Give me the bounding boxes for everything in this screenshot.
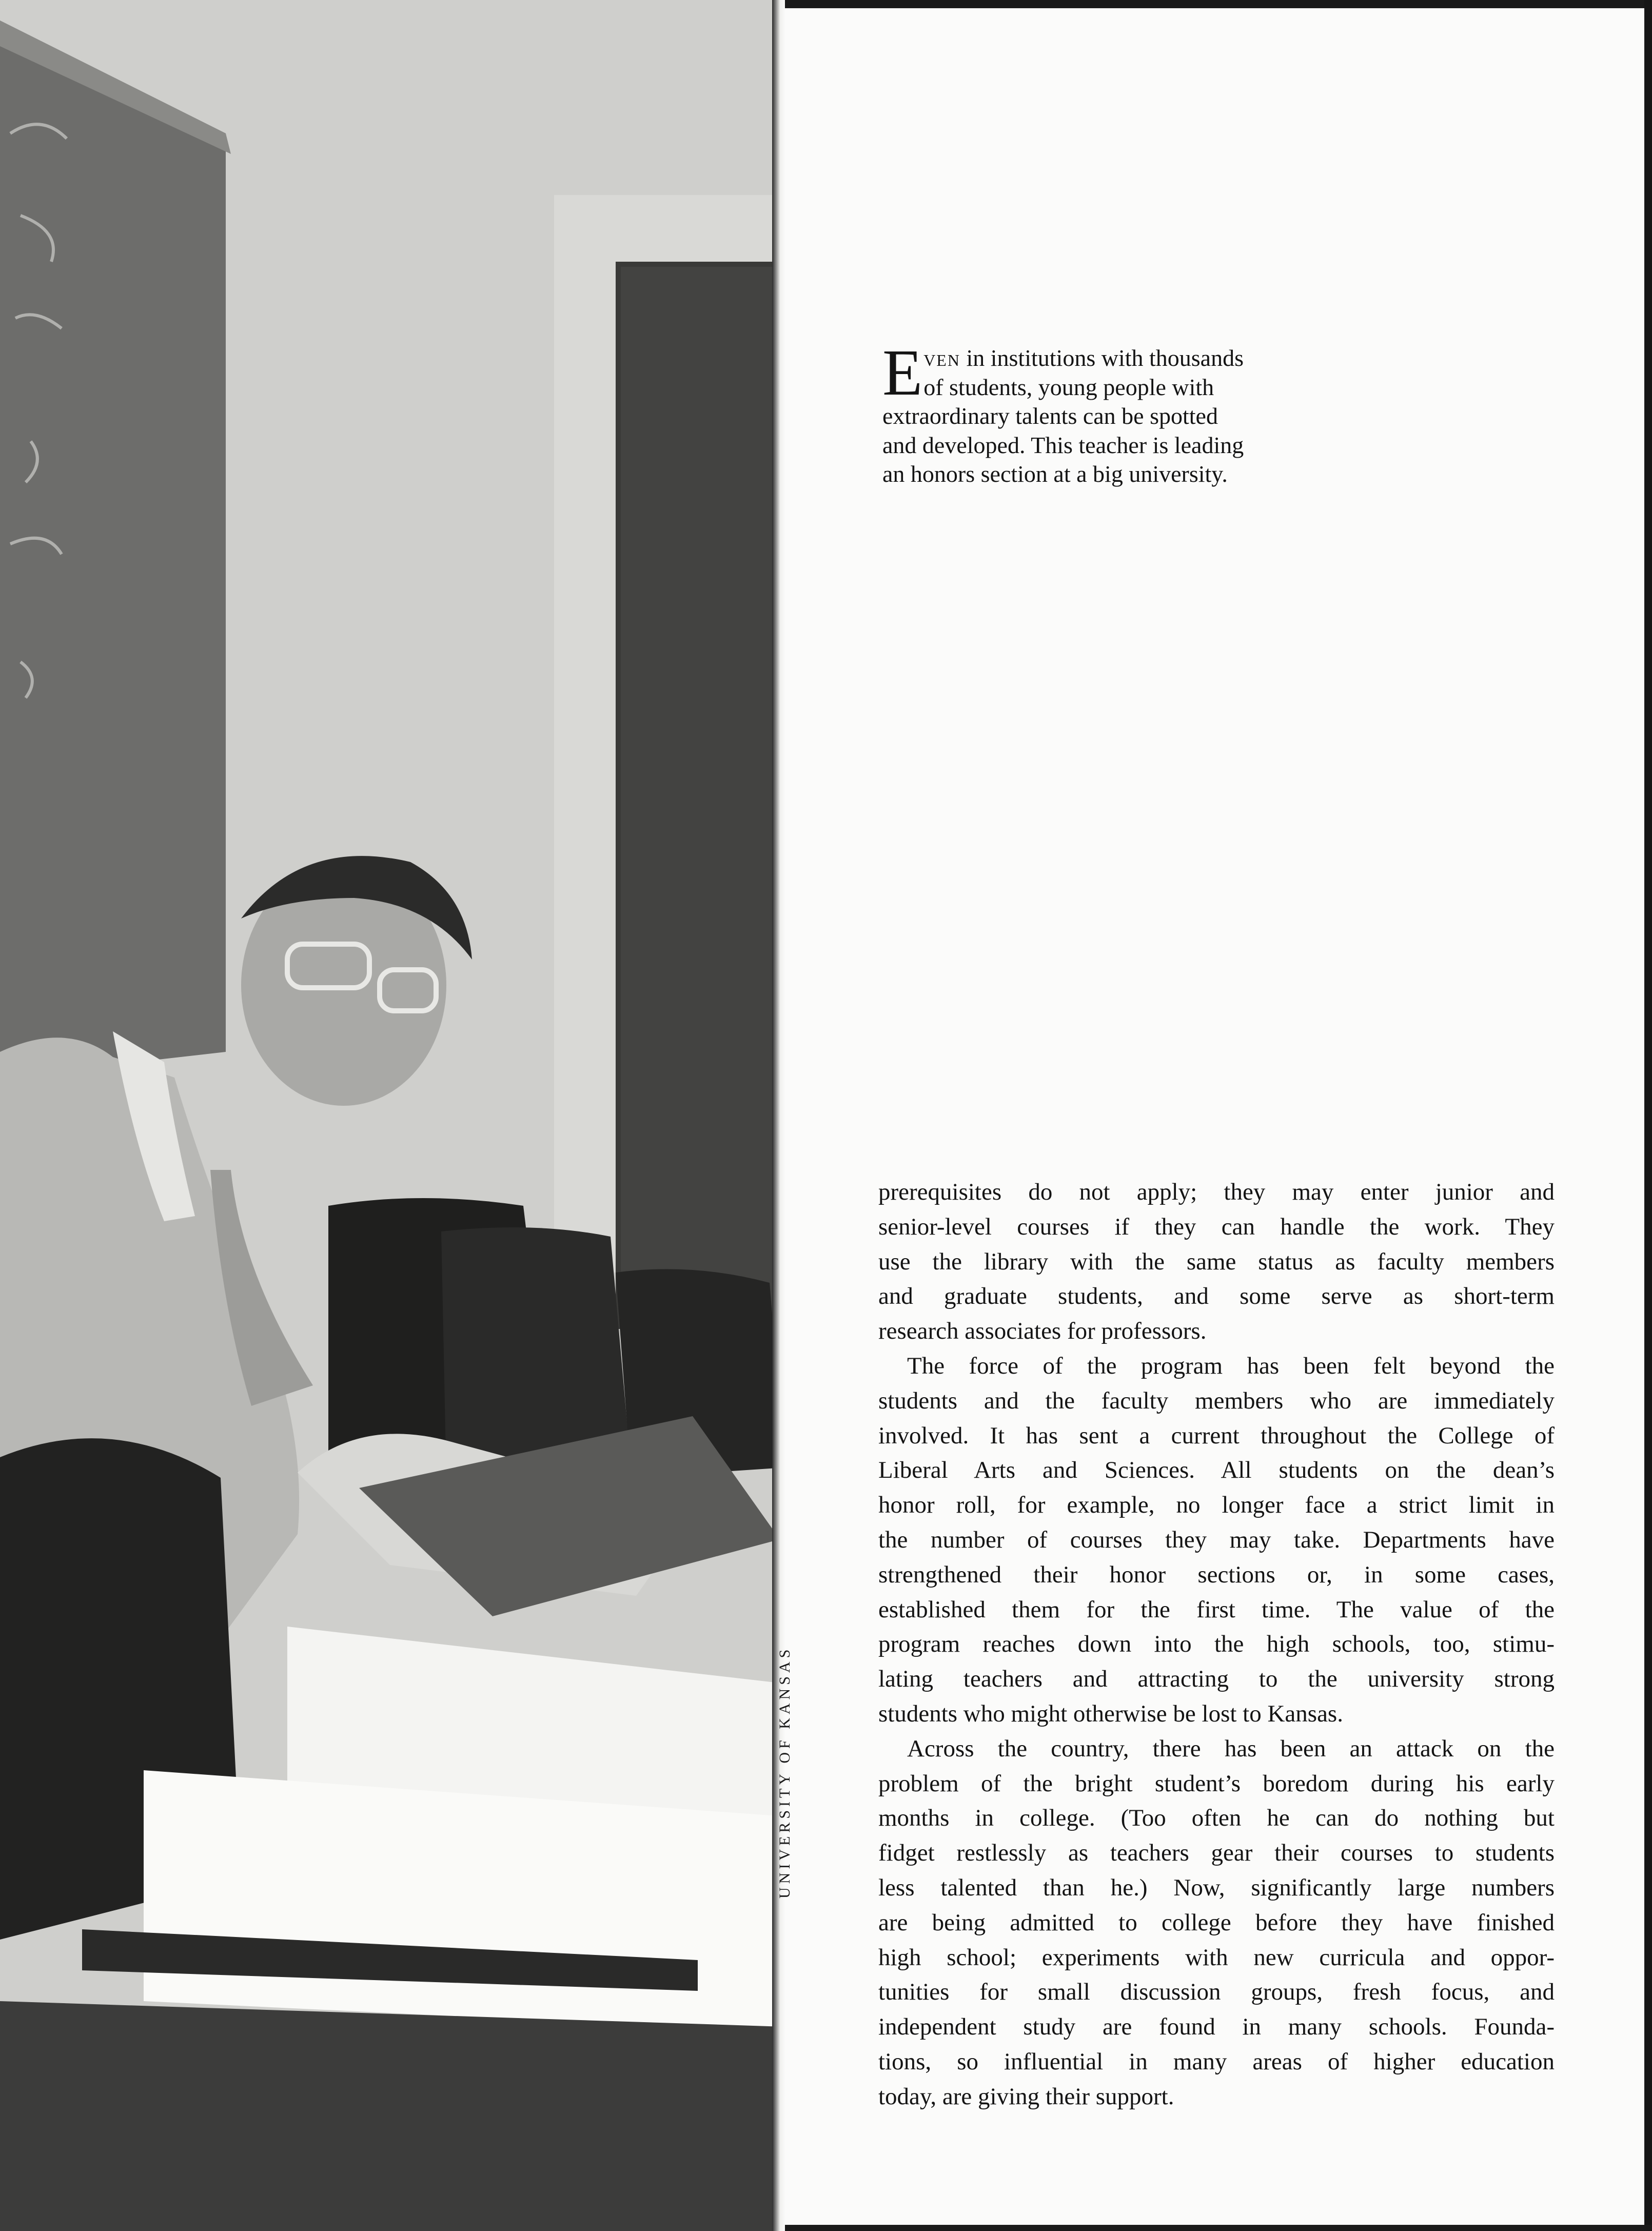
body-line: honor roll, for example, no longer face a strict limit in [878, 1492, 1555, 1519]
right-border [1644, 0, 1652, 2231]
body-line: high school; experiments with new curricula and oppor- [878, 1944, 1555, 1971]
body-line: The force of the program has been felt beyond the [907, 1352, 1555, 1379]
paragraph-1 [878, 1175, 1555, 1349]
caption-line-1: in institutions with thousands [960, 345, 1244, 371]
caption-line-3: extraordinary talents can be spotted [882, 403, 1218, 429]
teacher-photo-illustration [0, 0, 785, 2231]
body-line: Across the country, there has been an attack on the [907, 1735, 1555, 1762]
body-line: lating teachers and attracting to the university strong [878, 1666, 1555, 1693]
paragraph-3 [878, 1732, 1555, 2115]
body-line: and graduate students, and some serve as short-term [878, 1283, 1555, 1310]
body-line: research associates for professors. [878, 1318, 1207, 1345]
body-line: tions, so influential in many areas of higher education [878, 2048, 1555, 2075]
body-line: senior-level courses if they can handle the work. They [878, 1213, 1555, 1240]
body-line: established them for the first time. The value of the [878, 1596, 1555, 1623]
caption-text [882, 336, 1370, 489]
caption-line-5: an honors section at a big university. [882, 461, 1228, 487]
caption-line-4: and developed. This teacher is leading [882, 432, 1244, 458]
photo-caption [882, 336, 1370, 489]
body-line: program reaches down into the high schools, too, stimu- [878, 1631, 1555, 1658]
body-line: strengthened their honor sections or, in some cases, [878, 1561, 1555, 1588]
paragraph-2 [878, 1349, 1555, 1732]
caption-dropcap: E [882, 336, 923, 409]
body-line: fidget restlessly as teachers gear their courses to students [878, 1839, 1555, 1867]
body-line: tunities for small discussion groups, fresh focus, and [878, 1979, 1555, 2006]
body-line: months in college. (Too often he can do nothing but [878, 1805, 1555, 1832]
body-line: prerequisites do not apply; they may enter junior and [878, 1179, 1555, 1205]
article-body [878, 1175, 1555, 2115]
bottom-border [785, 2225, 1652, 2231]
classroom-photo [0, 0, 785, 2231]
top-border [785, 0, 1652, 8]
photo-credit-text: UNIVERSITY OF KANSAS [776, 1646, 793, 1899]
body-line: Liberal Arts and Sciences. All students on the dean’s [878, 1457, 1555, 1484]
body-line: the number of courses they may take. Departments have [878, 1526, 1555, 1553]
body-line: problem of the bright student’s boredom during his early [878, 1770, 1555, 1797]
body-line: independent study are found in many schools. Founda- [878, 2013, 1555, 2041]
body-line: less talented than he.) Now, significantly large numbers [878, 1874, 1555, 1901]
body-line: today, are giving their support. [878, 2083, 1174, 2110]
body-line: use the library with the same status as faculty members [878, 1248, 1555, 1275]
body-line: students who might otherwise be lost to Kansas. [878, 1700, 1343, 1727]
body-line: are being admitted to college before they have finished [878, 1909, 1555, 1936]
body-line: involved. It has sent a current throughout the College of [878, 1422, 1555, 1449]
caption-lead-smallcaps: ven [923, 345, 960, 371]
caption-line-2: of students, young people with [923, 374, 1214, 400]
body-line: students and the faculty members who are immediately [878, 1387, 1555, 1414]
